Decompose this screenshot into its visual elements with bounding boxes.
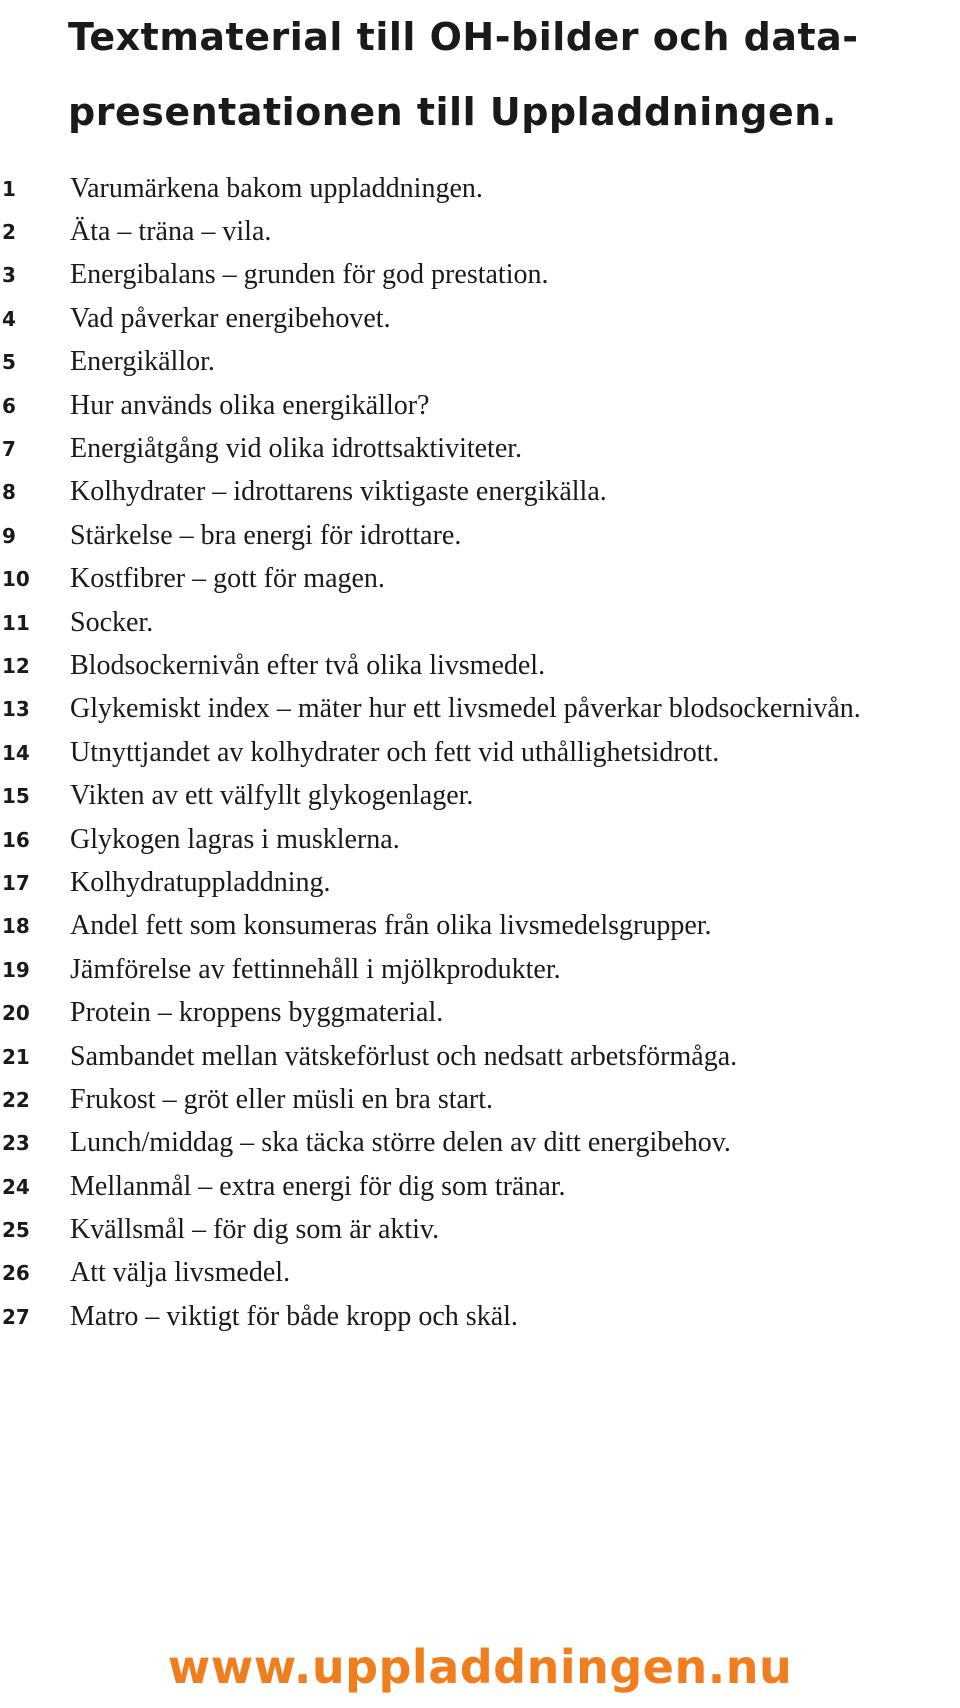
item-number: 11: [2, 610, 30, 635]
item-text: Jämförelse av fettinnehåll i mjölkprodukter.: [70, 953, 561, 985]
list-item: [0, 688, 960, 731]
list-item: [0, 1208, 960, 1251]
item-number: 25: [2, 1218, 30, 1243]
item-text: Hur används olika energikällor?: [70, 389, 430, 421]
item-text: Energiåtgång vid olika idrottsaktiviteter.: [70, 433, 523, 465]
item-text: Vad påverkar energibehovet.: [70, 302, 391, 334]
item-number: 16: [2, 827, 30, 852]
page-title-line-2: presentationen till Uppladdningen.: [68, 90, 837, 134]
item-number: 3: [2, 263, 16, 288]
item-text: Frukost – gröt eller müsli en bra start.: [70, 1083, 494, 1115]
item-number: 8: [2, 480, 16, 505]
item-text: Energibalans – grunden för god prestation.: [70, 259, 549, 291]
item-text: Protein – kroppens byggmaterial.: [70, 997, 444, 1029]
item-number: 14: [2, 740, 30, 765]
item-text: Kvällsmål – för dig som är aktiv.: [70, 1214, 440, 1246]
list-item: [0, 514, 960, 557]
item-number: 2: [2, 220, 16, 245]
list-item: [0, 1165, 960, 1208]
list-item: [0, 297, 960, 340]
page-title-line-1: Textmaterial till OH-bilder och data-: [68, 15, 859, 59]
list-item: [0, 1252, 960, 1295]
item-text: Kolhydratuppladdning.: [70, 866, 331, 898]
list-item: [0, 1078, 960, 1121]
list-item: [0, 1035, 960, 1078]
page-title: [68, 0, 948, 150]
list-item: [0, 991, 960, 1034]
list-item: [0, 948, 960, 991]
item-number: 18: [2, 914, 30, 939]
item-number: 12: [2, 653, 30, 678]
list-item: [0, 471, 960, 514]
item-text: Blodsockernivån efter två olika livsmedel.: [70, 649, 546, 681]
item-text: Andel fett som konsumeras från olika livsmedelsgrupper.: [70, 910, 712, 942]
item-text: Glykogen lagras i musklerna.: [70, 823, 400, 855]
item-text: Att välja livsmedel.: [70, 1257, 291, 1289]
item-text: Socker.: [70, 606, 154, 638]
list-item: [0, 644, 960, 687]
website-url[interactable]: www.uppladdningen.nu: [167, 1640, 793, 1694]
item-text: Stärkelse – bra energi för idrottare.: [70, 519, 462, 551]
list-item: [0, 905, 960, 948]
item-text: Utnyttjandet av kolhydrater och fett vid uthållighetsidrott.: [70, 736, 720, 768]
item-text: Matro – viktigt för både kropp och skäl.: [70, 1300, 518, 1332]
item-number: 6: [2, 393, 16, 418]
item-number: 13: [2, 697, 30, 722]
list-item: [0, 558, 960, 601]
item-number: 26: [2, 1261, 30, 1286]
list-item: [0, 1122, 960, 1165]
item-number: 15: [2, 784, 30, 809]
list-item: [0, 601, 960, 644]
item-number: 9: [2, 523, 16, 548]
item-text: Energikällor.: [70, 346, 215, 378]
item-text: Sambandet mellan vätskeförlust och nedsatt arbetsförmåga.: [70, 1040, 738, 1072]
list-item: [0, 427, 960, 470]
list-item: [0, 254, 960, 297]
item-number: 21: [2, 1044, 30, 1069]
list-item: [0, 818, 960, 861]
item-number: 27: [2, 1304, 30, 1329]
item-number: 7: [2, 437, 16, 462]
topic-list: [0, 167, 960, 1339]
list-item: [0, 167, 960, 210]
item-text: Äta – träna – vila.: [70, 216, 272, 248]
list-item: [0, 384, 960, 427]
item-number: 17: [2, 870, 30, 895]
item-text: Varumärkena bakom uppladdningen.: [70, 172, 483, 204]
list-item: [0, 341, 960, 384]
list-item: [0, 731, 960, 774]
item-text: Glykemiskt index – mäter hur ett livsmedel påverkar blodsockernivån.: [70, 693, 861, 725]
list-item: [0, 1295, 960, 1338]
item-text: Lunch/middag – ska täcka större delen av ditt energibehov.: [70, 1127, 731, 1159]
item-number: 23: [2, 1131, 30, 1156]
list-item: [0, 774, 960, 817]
item-number: 22: [2, 1087, 30, 1112]
item-number: 10: [2, 567, 30, 592]
item-text: Kostfibrer – gott för magen.: [70, 563, 385, 595]
item-text: Vikten av ett välfyllt glykogenlager.: [70, 780, 474, 812]
item-text: Mellanmål – extra energi för dig som tränar.: [70, 1170, 566, 1202]
list-item: [0, 210, 960, 253]
list-item: [0, 861, 960, 904]
item-number: 1: [2, 176, 16, 201]
item-text: Kolhydrater – idrottarens viktigaste energikälla.: [70, 476, 607, 508]
item-number: 24: [2, 1174, 30, 1199]
item-number: 5: [2, 350, 16, 375]
item-number: 19: [2, 957, 30, 982]
item-number: 4: [2, 306, 16, 331]
item-number: 20: [2, 1001, 30, 1026]
